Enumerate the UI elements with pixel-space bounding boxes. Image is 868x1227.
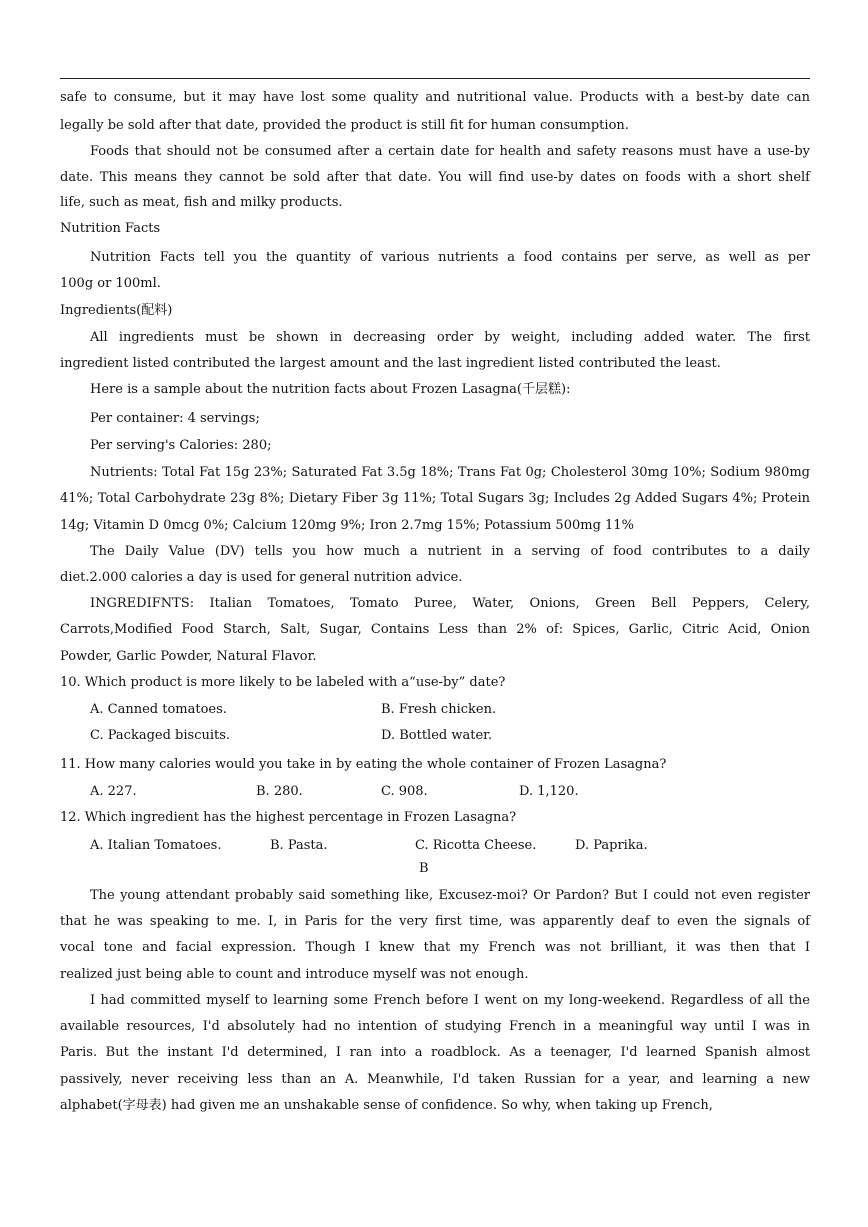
text-line: Per serving's Calories: 280;: [90, 438, 272, 453]
text-line: Per container: 4 servings;: [90, 411, 260, 426]
text-line: diet.2.000 calories a day is used for general nutrition advice.: [60, 570, 463, 585]
q10-option-c: C. Packaged biscuits.: [90, 728, 231, 743]
text-line: ingredient listed contributed the largest amount and the last ingredient listed contributed the least.: [60, 356, 721, 371]
q11-option-a: A. 227.: [90, 784, 137, 799]
q12-option-d: D. Paprika.: [575, 838, 648, 853]
q12-option-a: A. Italian Tomatoes.: [90, 838, 222, 853]
section-heading: Nutrition Facts: [60, 221, 161, 236]
text-line: legally be sold after that date, provided the product is still fit for human consumption.: [60, 118, 629, 133]
text-line: realized just being able to count and introduce myself was not enough.: [60, 967, 529, 982]
text-line: Foods that should not be consumed after a certain date for health and safety reasons must have a use-by: [90, 144, 810, 159]
text-line: Paris. But the instant I'd determined, I ran into a roadblock. As a teenager, I'd learned Spanish almost: [60, 1045, 810, 1060]
text-line: Nutrients: Total Fat 15g 23%; Saturated Fat 3.5g 18%; Trans Fat 0g; Cholesterol 30mg 10%; Sodium 980mg: [90, 465, 810, 480]
text-line: that he was speaking to me. I, in Paris for the very first time, was apparently deaf to even the signals of: [60, 914, 810, 929]
section-heading: Ingredients(配料): [60, 303, 173, 318]
q10-option-a: A. Canned tomatoes.: [90, 702, 227, 717]
text-line: 41%; Total Carbohydrate 23g 8%; Dietary Fiber 3g 11%; Total Sugars 3g; Includes 2g Added Sugars 4%; Protein: [60, 491, 810, 506]
text-line: All ingredients must be shown in decreasing order by weight, including added water. The first: [90, 330, 810, 345]
text-line: Powder, Garlic Powder, Natural Flavor.: [60, 649, 317, 664]
text-line: Carrots,Modified Food Starch, Salt, Sugar, Contains Less than 2% of: Spices, Garlic, Citric Acid, Onion: [60, 622, 810, 637]
text-line: vocal tone and facial expression. Though I knew that my French was not brilliant, it was then that I: [60, 940, 810, 955]
text-line: 100g or 100ml.: [60, 276, 161, 291]
text-line: The Daily Value (DV) tells you how much a nutrient in a serving of food contributes to a daily: [90, 544, 810, 559]
q11-option-d: D. 1,120.: [519, 784, 579, 799]
text-line: available resources, I'd absolutely had no intention of studying French in a meaningful way until I was in: [60, 1019, 810, 1034]
text-line: date. This means they cannot be sold after that date. You will find use-by dates on foods with a short shelf: [60, 170, 810, 185]
q11-option-c: C. 908.: [381, 784, 428, 799]
header-rule: [60, 78, 810, 79]
q11-option-b: B. 280.: [256, 784, 303, 799]
q12-option-c: C. Ricotta Cheese.: [415, 838, 537, 853]
text-line: passively, never receiving less than an A. Meanwhile, I'd taken Russian for a year, and learning a new: [60, 1072, 810, 1087]
passage-b-heading: B: [419, 861, 429, 876]
question-10: 10. Which product is more likely to be labeled with a“use-by” date?: [60, 675, 506, 690]
text-line: INGREDIFNTS: Italian Tomatoes, Tomato Puree, Water, Onions, Green Bell Peppers, Celery,: [90, 596, 810, 611]
q12-option-b: B. Pasta.: [270, 838, 328, 853]
question-11: 11. How many calories would you take in by eating the whole container of Frozen Lasagna?: [60, 757, 667, 772]
text-line: Here is a sample about the nutrition facts about Frozen Lasagna(千层糕):: [90, 382, 571, 397]
text-line: safe to consume, but it may have lost some quality and nutritional value. Products with a best-by date can: [60, 90, 810, 105]
text-line: life, such as meat, fish and milky products.: [60, 195, 343, 210]
text-line: The young attendant probably said something like, Excusez-moi? Or Pardon? But I could not even register: [90, 888, 810, 903]
text-line: Nutrition Facts tell you the quantity of various nutrients a food contains per serve, as well as per: [90, 250, 810, 265]
text-line: 14g; Vitamin D 0mcg 0%; Calcium 120mg 9%; Iron 2.7mg 15%; Potassium 500mg 11%: [60, 518, 634, 533]
text-line: alphabet(字母表) had given me an unshakable sense of confidence. So why, when taking up French,: [60, 1098, 713, 1113]
q10-option-d: D. Bottled water.: [381, 728, 493, 743]
q10-option-b: B. Fresh chicken.: [381, 702, 497, 717]
question-12: 12. Which ingredient has the highest percentage in Frozen Lasagna?: [60, 810, 517, 825]
text-line: I had committed myself to learning some French before I went on my long-weekend. Regardless of all the: [90, 993, 810, 1008]
